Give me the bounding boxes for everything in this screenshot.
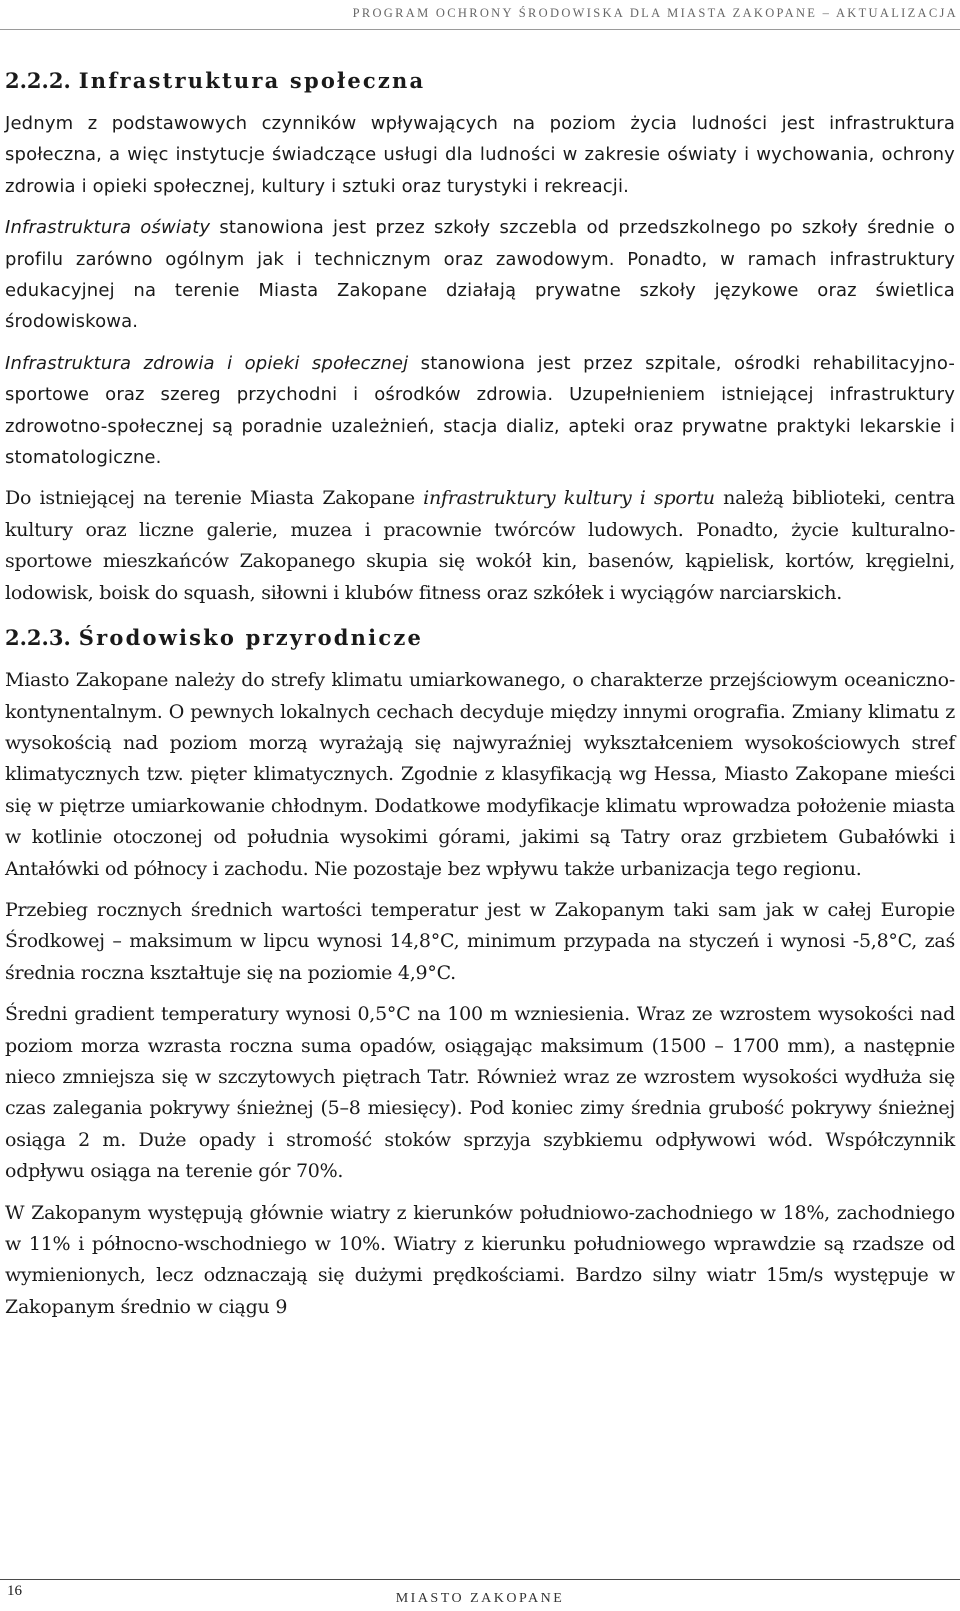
italic-term: Infrastruktura zdrowia i opieki społecznej	[5, 352, 409, 374]
paragraph: Przebieg rocznych średnich wartości temperatur jest w Zakopanym taki sam jak w całej Europie Środkowej – maksimum w lipcu wynosi 14,8°C, minimum przypada na styczeń i wynosi -5,8°C, zaś średnia roczna kształtuje się na poziomie 4,9°C.	[5, 898, 955, 984]
italic-term: Infrastruktura oświaty	[5, 217, 211, 239]
paragraph	[5, 483, 955, 609]
section-heading-infrastruktura	[5, 66, 955, 96]
document-body	[5, 66, 955, 1333]
section-number: 2.2.2.	[5, 68, 71, 93]
running-header: PROGRAM OCHRONY ŚRODOWISKA DLA MIASTA ZAKOPANE – AKTUALIZACJA	[352, 6, 958, 20]
section-number: 2.2.3.	[5, 625, 71, 651]
paragraph: W Zakopanym występują głównie wiatry z kierunków południowo-zachodniego w 18%, zachodniego w 11% i północno-wschodniego w 10%. Wiatry z kierunku południowego wprawdzie są rzadsze od wymienionych, lecz odznaczają się dużymi prędkościami. Bardzo silny wiatr 15m/s występuje w Zakopanym średnio w ciągu 9	[5, 1201, 955, 1318]
footer-title: MIASTO ZAKOPANE	[395, 1591, 565, 1606]
section-title: Infrastruktura społeczna	[78, 68, 426, 93]
paragraph: Miasto Zakopane należy do strefy klimatu umiarkowanego, o charakterze przejściowym oceaniczno-kontynentalnym. O pewnych lokalnych cechach decyduje między innymi orografia. Zmiany klimatu z wysokością nad poziom morzą wyrażają się najwyraźniej wykształceniem wysokościowych stref klimatycznych tzw. pięter klimatycznych. Zgodnie z klasyfikacją wg Hessa, Miasto Zakopane mieści się w piętrze umiarkowanie chłodnym. Dodatkowe modyfikacje klimatu wprowadza położenie miasta w kotlinie otoczonej od południa wysokimi górami, jakimi są Tatry oraz grzbietem Gubałówki i Antałówki od północy i zachodu. Nie pozostaje bez wpływu także urbanizacja tego regionu.	[5, 669, 955, 880]
paragraph: Jednym z podstawowych czynników wpływających na poziom życia ludności jest infrastruktura społeczna, a więc instytucje świadczące usługi dla ludności w zakresie oświaty i wychowania, ochrony zdrowia i opieki społecznej, kultury i sztuki oraz turystyki i rekreacji.	[5, 113, 955, 197]
section-title: Środowisko przyrodnicze	[78, 625, 424, 651]
italic-term: infrastruktury kultury i sportu	[423, 487, 715, 510]
paragraph: Średni gradient temperatury wynosi 0,5°C na 100 m wzniesienia. Wraz ze wzrostem wysokości nad poziom morza wzrasta roczna suma opadów, osiągając maksimum (1500 – 1700 mm), a następnie nieco zmniejsza się w szczytowych piętrach Tatr. Również wraz ze wzrostem wysokości wydłuża się czas zalegania pokrywy śnieżnej (5–8 miesięcy). Pod koniec zimy średnia grubość pokrywy śnieżnej osiąga 2 m. Duże opady i stromość stoków sprzyja szybkiemu odpływowi wód. Współczynnik odpływu osiąga na terenie gór 70%.	[5, 1003, 955, 1183]
paragraph-text: Do istniejącej na terenie Miasta Zakopane	[5, 487, 424, 510]
paragraph	[5, 212, 955, 338]
paragraph-text: stanowiona jest przez szkoły szczebla od przedszkolnego po szkoły średnie o profilu zarówno ogólnym jak i technicznym oraz zawodowym. Ponadto, w ramach infrastruktury edukacyjnej na terenie Miasta Zakopane działają prywatne szkoły językowe oraz świetlica środowiskowa.	[5, 217, 955, 333]
paragraph-text: stanowiona jest przez szpitale, ośrodki rehabilitacyjno-sportowe oraz szereg przychodni i ośrodków zdrowia. Uzupełnieniem istniejącej infrastruktury zdrowotno-społecznej są poradnie uzależnień, stacja dializ, apteki oraz prywatne praktyki lekarskie i stomatologiczne.	[5, 352, 955, 469]
paragraph-text: należą biblioteki, centra kultury oraz liczne galerie, muzea i pracownie twórców ludowych. Ponadto, życie kulturalno-sportowe mieszkańców Zakopanego skupia się wokół kin, basenów, kąpielisk, kortów, kręgielni, lodowisk, boisk do squash, siłowni i klubów fitness oraz szkółek i wyciągów narciarskich.	[5, 487, 956, 604]
header-divider	[0, 29, 960, 30]
page-number: 16	[7, 1583, 22, 1599]
footer-divider	[0, 1579, 960, 1580]
paragraph	[5, 348, 955, 474]
section-heading-srodowisko	[5, 623, 955, 653]
